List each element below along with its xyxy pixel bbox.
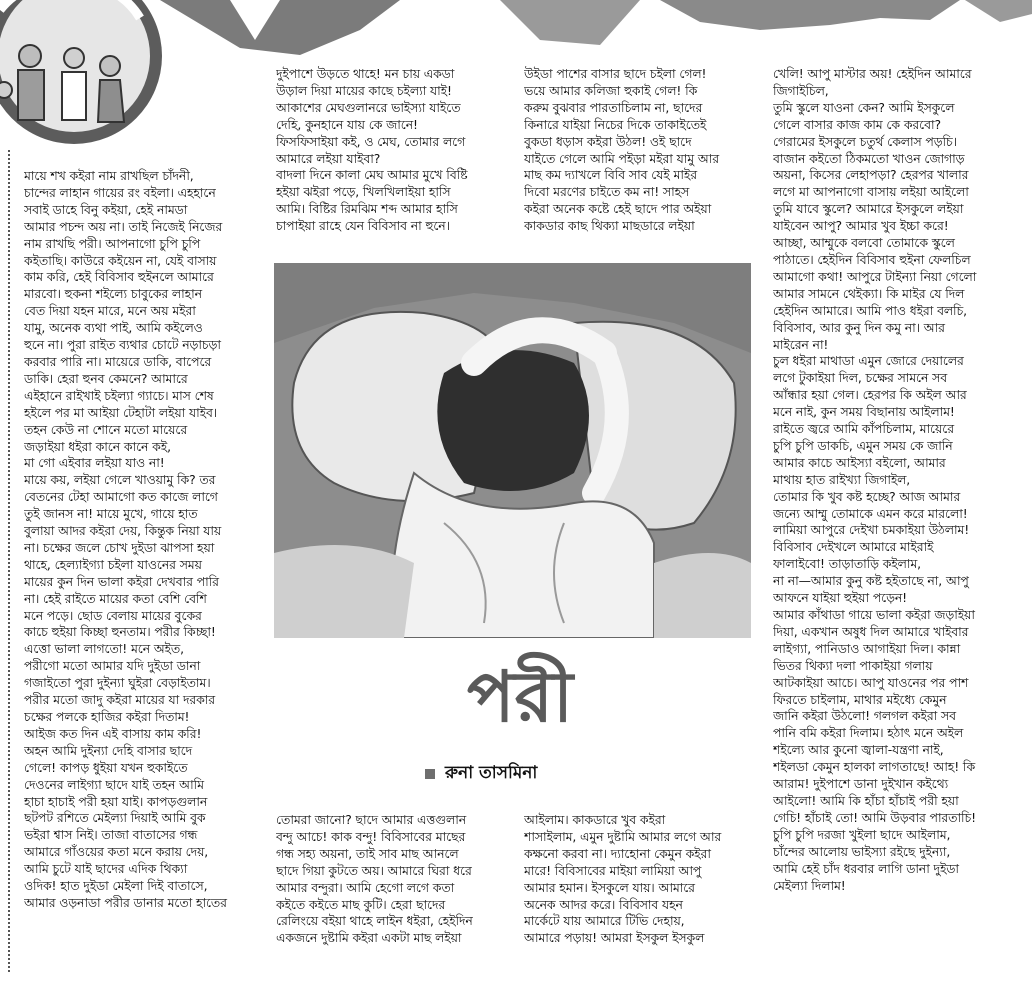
article-column-3-top: উইডা পাশের বাসার ছাদে চইলা গেল! ভয়ে আমার কলিজা হুকাই গেল! কি করুম বুঝবার পারতাচিলাম না, ছাদের কিনারে যাইয়া নিচের দিকে তাকাইতেই বুকডা ধড়াস কইরা উঠল! ওই ছাদে যাইতে গেলে আমি পইড়া মইরা যামু আর মাছ কম দ্যাখলে বিবি সাব যেই মাইর দিবো মরণের চাইতে কম না! সাহস কইরা অনেক কষ্টে হেই ছাদে পার অইয়া কাকডার কাছ থিক্যা মাছডারে লইয়া bbox=[524, 66, 719, 234]
article-column-4: খেলি! আপু মাস্টার অয়! হেইদিন আমারে জিগাইচিল, তুমি স্কুলে যাওনা কেন? আমি ইসকুলে গেলে বাসার কাজ কাম কে করবো? গেরামের ইসকুলে চতুর্থ কেলাস পড়চি। বাজান কইতো ঠিকমতো খাওন জোগাড় অয়না, কিসের লেহাপড়া? হেরপর খালার লগে মা আপনাগো বাসায় লইয়া আইলো তুমি যাবে স্কুলে? আমারে ইসকুলে লইয়া যাইবেন আপু? আমার খুব ইচ্চা করে! আচ্ছা, আম্মুকে বলবো তোমাকে স্কুলে পাঠাতে। হেইদিন বিবিসাব হুইনা ফেলচিল আমাগো কথা! আপুরে টাইন্যা নিয়া গেলো আমার সামনে থেইক্যা। কি মাইর যে দিল হেইদিন আমারে। আমি পাও ধইরা বলচি, বিবিসাব, আর কুনু দিন কমু না। আর মাইরেন না! চুল ধইরা মাথাডা এমুন জোরে দেয়ালের লগে টুকাইয়া দিল, চক্ষের সামনে সব আঁন্ধার হয়া গেল। হেরপর কি অইল আর মনে নাই, কুন সময় বিছানায় আইলাম! রাইতে জ্বরে আমি কাঁপচিলাম, মায়েরে চুপি চুপি ডাকচি, এমুন সময় কে জানি আমার কাচে আইস্যা বইলো, আমার মাথায় হাত রাইখ্যা জিগাইল, তোমার কি খুব কষ্ট হচ্ছে? আজ আমার জন্যে আম্মু তোমাকে এমন করে মারলো! লামিয়া আপুরে দেইখা চমকাইয়া উঠলাম! বিবিসাব দেইখলে আমারে মাইরাই ফালাইবো! তাড়াতাড়ি কইলাম, না না—আমার কুনু কষ্ট হইতাছে না, আপু আফনে যাইয়া হুইয়া পড়েন! আমার কাঁথাডা গায়ে ভালা কইরা জড়াইয়া দিয়া, একখান অষুধ দিল আমারে খাইবার লাইগ্যা, পানিডাও আগাইয়া দিল। কান্না ভিতর থিক্যা দলা পাকাইয়া গলায় আটকাইয়া আচে। আপু যাওনের পর পাশ ফিরতে চাইলাম, মাথার মইধ্যে কেমুন জানি কইরা উঠলো! গলগল কইরা সব পানি বমি কইরা দিলাম। হঠাৎ মনে অইল শইল্যে আর কুনো জ্বালা-যন্ত্রণা নাই, শইলডা কেমুন হালকা লাগতাছে! আহ! কি আরাম! দুইপাশে ডানা দুইখান কইথ্যে আইলো! আমি কি হাঁচা হাঁচাই পরী হয়া গেচি! হাঁচাই তো! আমি উড়বার পারতাচি! চুপি চুপি দরজা খুইলা ছাদে আইলাম, চাঁন্দের আলোয় ভাইস্যা রইছে দুইন্যা, আমি হেই চাঁদ ধরবার লাগি ডানা দুইডা মেইল্যা দিলাম! bbox=[773, 66, 977, 893]
author-name: রুনা তাসমিনা bbox=[445, 763, 538, 783]
byline bbox=[425, 762, 537, 786]
article-column-2-bottom: তোমরা জানো? ছাদে আমার এত্তগুলান বন্দু আচে! কাক বন্দু! বিবিসাবের মাছের গন্ধ সহ্য অয়না, তাই সাব মাছ আনলে ছাদে গিয়া কুটতে অয়। আমারে ঘিরা ধরে আমার বন্দুরা। আমি হেগো লগে কতা কইতে কইতে মাছ কুটি। হেরা ছাদের রেলিংয়ে বইয়া থাহে লাইন ধইরা, হেইদিন একজনে দুষ্টামি কইরা একটা মাছ লইয়া bbox=[276, 812, 473, 946]
banner-shape-mid bbox=[500, 0, 640, 45]
article-illustration bbox=[274, 263, 751, 638]
banner-shape-far-right bbox=[965, 0, 1032, 22]
section-logo bbox=[0, 0, 167, 148]
girl-pillow-illustration-icon bbox=[274, 263, 751, 638]
banner-shape-left bbox=[160, 0, 400, 55]
banner-shape-right bbox=[660, 0, 960, 30]
article-column-1: মায়ে শখ কইরা নাম রাখছিল চাঁদনী, চান্দের লাহান গায়ের রং বইলা। এহহানে সবাই ডাহে বিনু কইয়া, হেই নামডা আমার পচন্দ অয় না। তাই নিজেই নিজের নাম রাখছি পরী। আপনাগো চুপি চুপি কইতাছি। কাউরে কইয়েন না, যেই বাসায় কাম করি, হেই বিবিসাব হুইনলে আমারে মারবো। হুকনা শইল্যে চাবুকের লাহান বেত দিয়া যহন মারে, মনে অয় মইরা যামু, অনেক ব্যথা পাই, আমি কইলেও হুনে না। পুরা রাইত ব্যথার চোটে নড়াচড়া করবার পারি না। মায়েরে ডাকি, বাপেরে ডাকি। হেরা হুনব কেমনে? আমারে এইহানে রাইখাই চইল্যা গ্যাচে। মাস শেষ হইলে পর মা আইয়া টেহাটা লইয়া যাইব। তহন কেউ না শোনে মতো মায়েরে জড়াইয়া ধইরা কানে কানে কই, মা গো এইবার লইয়া যাও না! মায়ে কয়, লইয়া গেলে খাওয়ামু কি? তর বেতনের টেহা আমাগো কত কাজে লাগে তুই জানস না! মায়ে মুখে, গায়ে হাত বুলায়া আদর কইরা দেয়, কিন্তুক নিয়া যায় না। চক্ষের জলে চোখ দুইডা ঝাপসা হয়া থাহে, হেল্যাইগ্যা চইলা যাওনের সময় মায়ের কুন দিন ভালা কইরা দেখবার পারি না। হেই রাইতে মায়ের কতা বেশি বেশি মনে পড়ে। ছোড বেলায় মায়ের বুকের কাচে হুইয়া কিচ্ছা হুনতাম। পরীর কিচ্ছা! এত্তো ভালা লাগতো! মনে অইত, পরীগো মতো আমার যদি দুইডা ডানা গজাইতো পুরা দুইন্যা ঘুইরা বেড়াইতাম। পরীর মতো জাদু কইরা মায়ের যা দরকার চক্ষের পলকে হাজির কইরা দিতাম! আইজ কত দিন এই বাসায় কাম করি! অহন আমি দুইন্যা দেহি বাসার ছাদে গেলে! কাপড় ধুইয়া যখন হুকাইতে দেওনের লাইগ্যা ছাদে যাই তহন আমি হাচা হাচাই পরী হয়া যাই। কাপড়গুলান ছটপট রশিতে মেইল্যা দিয়াই আমি বুক ভইরা শ্বাস নিই। তাজা বাতাসের গন্ধ আমারে গাঁওয়ের কতা মনে করায় দেয়, আমি চুটে যাই ছাদের এদিক থিক্যা ওদিক! হাত দুইডা মেইলা দিই বাতাসে, আমার ওড়নাডা পরীর ডানার মতো হাতের bbox=[24, 168, 227, 910]
article-column-2-top: দুইপাশে উড়তে থাহে! মন চায় একডা উড়াল দিয়া মায়ের কাছে চইল্যা যাই! আকাশের মেঘগুলানরে ভাইস্যা যাইতে দেহি, কুনহানে যায় কে জানে! ফিসফিসাইয়া কই, ও মেঘ, তোমার লগে আমারে লইয়া যাইবা? বাদলা দিনে কালা মেঘ আমার মুখে বিষ্টি হইয়া ঝইরা পড়ে, খিলখিলাইয়া হাসি আমি। বিষ্টির রিমঝিম শব্দ আমার হাসি চাপাইয়া রাহে যেন বিবিসাব না হুনে। bbox=[276, 66, 468, 234]
article-title: পরী bbox=[466, 655, 574, 738]
bullet-square-icon bbox=[425, 769, 435, 779]
article-column-3-bottom: আইলাম। কাকডারে খুব কইরা শাসাইলাম, এমুন দুষ্টামি আমার লগে আর কক্ষনো করবা না। দ্যাহোনা কেমুন কইরা মারে! বিবিসাবের মাইয়া লামিয়া আপু আমার হমান। ইসকুলে যায়। আমারে অনেক আদর করে। বিবিসাব যহন মার্কেটে যায় আমারে টিভি দেহায়, আমারে পড়ায়! আমরা ইসকুল ইসকুল bbox=[524, 812, 722, 946]
column-rule bbox=[8, 150, 10, 972]
